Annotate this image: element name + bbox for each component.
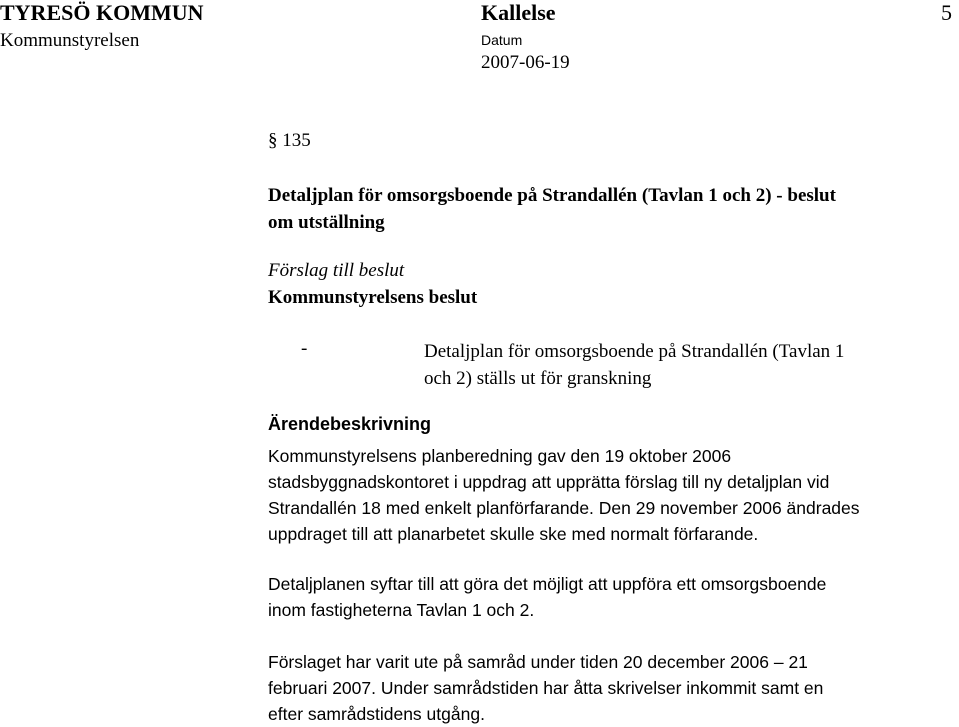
paragraph-line: Strandallén 18 med enkelt planförfarande. Den 29 november 2006 ändrades <box>268 498 860 518</box>
section-title-line: om utställning <box>268 212 385 233</box>
decision-label: Kommunstyrelsens beslut <box>268 287 478 308</box>
page-number: 5 <box>941 0 952 25</box>
paragraph-line: stadsbyggnadskontoret i uppdrag att upprätta förslag till ny detaljplan vid <box>268 472 830 492</box>
decision-text-line: och 2) ställs ut för granskning <box>424 368 652 389</box>
paragraph-line: Förslaget har varit ute på samråd under tiden 20 december 2006 – 21 <box>268 652 808 672</box>
description-heading: Ärendebeskrivning <box>268 414 432 434</box>
proposal-label: Förslag till beslut <box>268 260 405 281</box>
department-name: Kommunstyrelsen <box>0 30 140 51</box>
paragraph-line: inom fastigheterna Tavlan 1 och 2. <box>268 600 535 620</box>
description-paragraph <box>268 571 826 623</box>
section-title-line: Detaljplan för omsorgsboende på Strandallén (Tavlan 1 och 2) - beslut <box>268 185 836 206</box>
paragraph-line: Detaljplanen syftar till att göra det möjligt att uppföra ett omsorgsboende <box>268 574 827 594</box>
organization-name: TYRESÖ KOMMUN <box>0 0 204 25</box>
description-paragraph <box>268 443 860 547</box>
paragraph-line: februari 2007. Under samrådstiden har åtta skrivelser inkommit samt en <box>268 678 824 698</box>
decision-text <box>424 338 844 392</box>
paragraph-number: § 135 <box>268 130 311 151</box>
paragraph-line: uppdraget till att planarbetet skulle ske med normalt förfarande. <box>268 524 759 544</box>
description-paragraph <box>268 649 823 727</box>
document-date: 2007-06-19 <box>481 52 570 73</box>
decision-bullet: - <box>301 338 308 359</box>
document-type: Kallelse <box>481 0 556 25</box>
date-label: Datum <box>481 32 523 48</box>
paragraph-line: Kommunstyrelsens planberedning gav den 19 oktober 2006 <box>268 446 732 466</box>
section-title <box>268 182 836 236</box>
paragraph-line: efter samrådstidens utgång. <box>268 704 485 724</box>
decision-text-line: Detaljplan för omsorgsboende på Strandallén (Tavlan 1 <box>424 341 845 362</box>
